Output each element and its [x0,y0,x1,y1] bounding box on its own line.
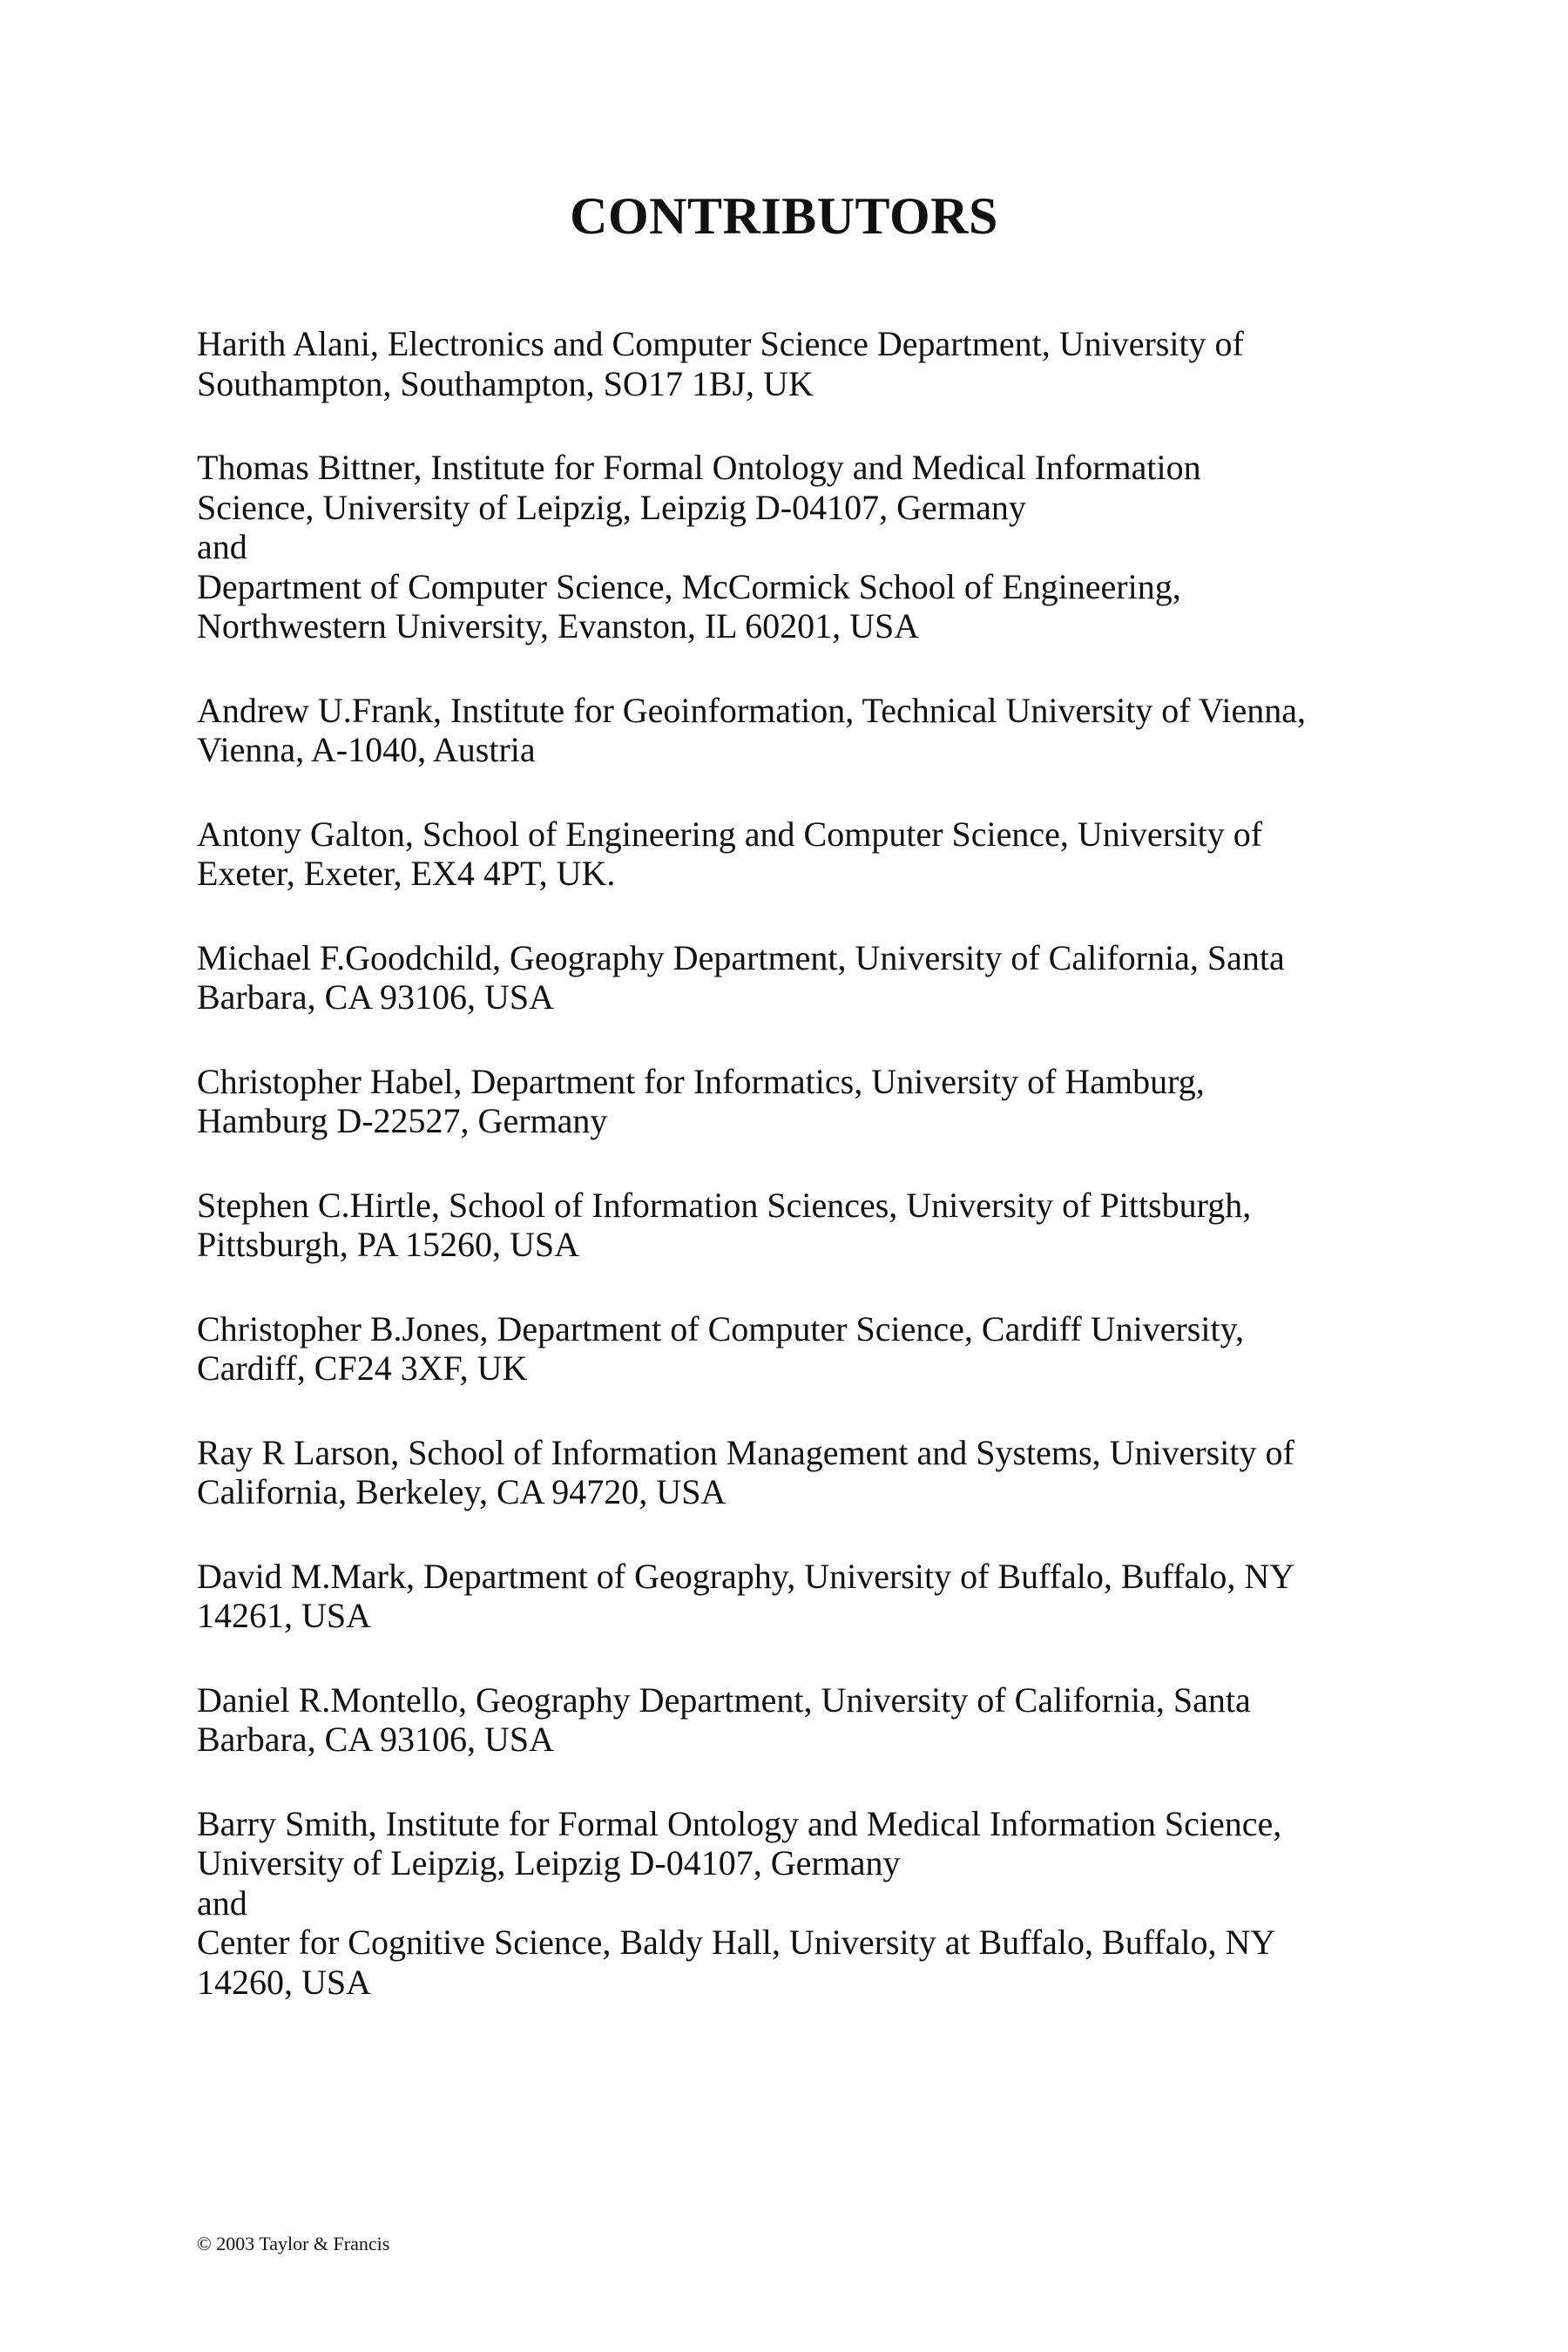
entry-line: Northwestern University, Evanston, IL 60201, USA [197,606,920,645]
entry-line: Vienna, A-1040, Austria [197,730,536,769]
entry-line: Barbara, CA 93106, USA [197,977,554,1017]
page-title: CONTRIBUTORS [570,187,998,245]
entry-line: and [197,1882,247,1923]
contributor-entry [197,1062,1416,1141]
entry-line: 14260, USA [197,1962,372,2002]
entry-line: Exeter, Exeter, EX4 4PT, UK. [197,854,616,893]
copyright-footer: © 2003 Taylor & Francis [197,2233,390,2254]
entry-line: Barry Smith, Institute for Formal Ontology and Medical Information Science, [197,1803,1282,1843]
contributor-entry [197,1557,1416,1636]
entry-line: Harith Alani, Electronics and Computer Science Department, University of [197,324,1244,363]
entry-line: Michael F.Goodchild, Geography Department, University of California, Santa [197,937,1285,977]
entry-line: Cardiff, CF24 3XF, UK [197,1348,528,1388]
entry-line: Daniel R.Montello, Geography Department, University of California, Santa [197,1680,1251,1720]
entry-line: David M.Mark, Department of Geography, University of Buffalo, Buffalo, NY [197,1556,1295,1596]
entry-line: Department of Computer Science, McCormick School of Engineering, [197,566,1181,606]
entry-line: Thomas Bittner, Institute for Formal Ontology and Medical Information [197,448,1201,487]
entry-line: 14261, USA [197,1596,372,1635]
entry-line: Ray R Larson, School of Information Management and Systems, University of [197,1432,1294,1472]
contributor-entry [197,938,1416,1017]
entry-line: California, Berkeley, CA 94720, USA [197,1472,727,1511]
entry-line: Barbara, CA 93106, USA [197,1720,554,1759]
contributor-entry [197,1433,1416,1512]
entry-line: Antony Galton, School of Engineering and Computer Science, University of [197,814,1263,854]
entry-line: Andrew U.Frank, Institute for Geoinformation, Technical University of Vienna, [197,690,1307,730]
entry-line: Center for Cognitive Science, Baldy Hall, University at Buffalo, Buffalo, NY [197,1923,1276,1962]
entry-line: and [197,527,247,566]
entry-line: University of Leipzig, Leipzig D-04107, Germany [197,1843,901,1882]
entry-line: Christopher B.Jones, Department of Computer Science, Cardiff University, [197,1308,1244,1348]
contributor-entry [197,1186,1416,1265]
entry-line: Science, University of Leipzig, Leipzig D-04107, Germany [197,487,1026,527]
entry-line: Hamburg D-22527, Germany [197,1101,608,1140]
contributor-entry [197,814,1416,894]
contributor-entry [197,1309,1416,1389]
entry-line: Pittsburgh, PA 15260, USA [197,1225,580,1264]
contributor-entry [197,448,1416,646]
entry-line: Christopher Habel, Department for Informatics, University of Hamburg, [197,1061,1205,1101]
contributor-entry [197,1804,1416,2003]
entry-line: Stephen C.Hirtle, School of Information Sciences, University of Pittsburgh, [197,1185,1252,1225]
entry-line: Southampton, Southampton, SO17 1BJ, UK [197,363,814,403]
contributor-list [197,324,1416,2046]
contributor-entry [197,1680,1416,1760]
contributor-entry [197,691,1416,770]
contributor-entry [197,324,1416,403]
